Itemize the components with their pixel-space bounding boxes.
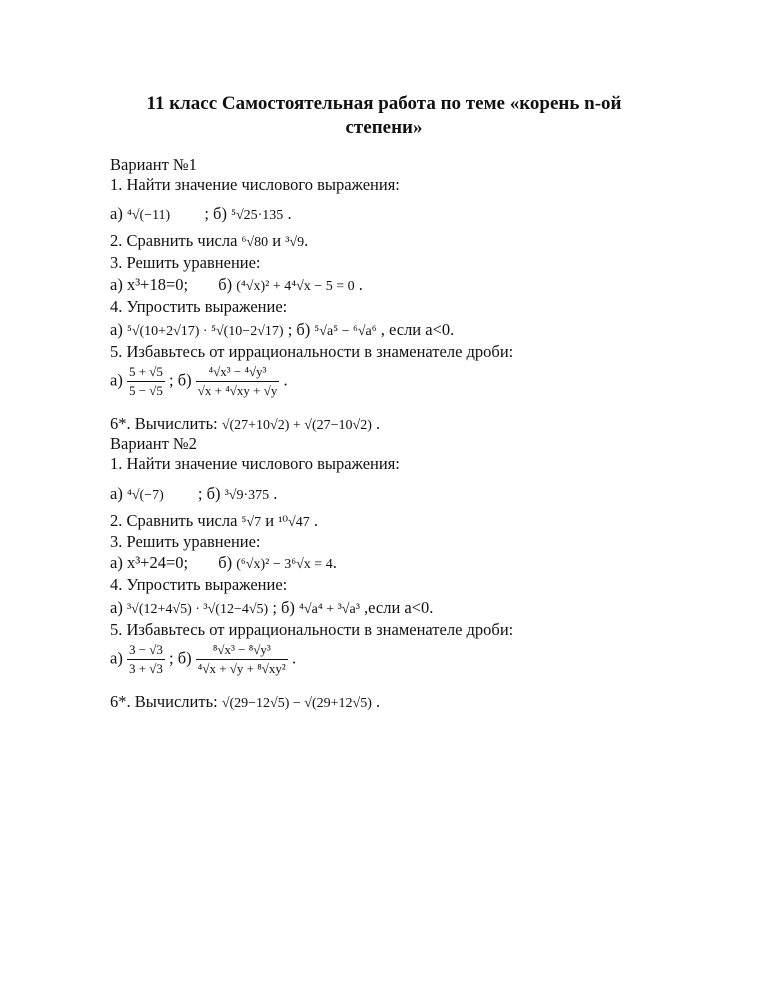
v2-task5-a-fraction bbox=[127, 642, 165, 677]
v2-task5-a-label: а) bbox=[110, 648, 123, 668]
v1-task4-b-expr: ⁵√a⁵ − ⁶√a⁶ bbox=[314, 324, 377, 339]
v2-task1-text: 1. Найти значение числового выражения: bbox=[110, 454, 400, 473]
v2-task5-a-denominator: 3 + √3 bbox=[128, 661, 163, 676]
v2-task1-row: а) ⁴√(−7) ; б) ³√9·375 . bbox=[110, 484, 278, 503]
v2-task3-row: а) x³+24=0; б) (⁶√x)² − 3⁶√x = 4. bbox=[110, 553, 337, 572]
v1-task1-a-expr: ⁴√(−11) bbox=[126, 208, 171, 223]
v1-task5-row: а) $\frac{5 + √5}{5 - √5}$ ; б) $\frac{\text{⁴√x³ − ⁴√y³}}{\text{√x + ⁴√xy + √y}}$ . bbox=[110, 364, 288, 398]
v2-task1-a-label: а) bbox=[110, 484, 123, 503]
v2-task4-row bbox=[110, 598, 433, 618]
v2-task2-expr1: ⁵√7 bbox=[241, 515, 262, 530]
v2-task5-b-fraction bbox=[196, 642, 288, 677]
v2-task5-b-label: ; б) bbox=[169, 648, 192, 668]
v1-task5-b-fraction bbox=[196, 364, 280, 399]
v1-task2-expr1: ⁶√80 bbox=[241, 235, 269, 250]
v2-task3-a-expr: x³+24=0; bbox=[126, 553, 189, 572]
v2-task5-b-numerator: ⁸√x³ − ⁸√y³ bbox=[196, 642, 288, 660]
v1-task3-a-expr: x³+18=0; bbox=[126, 275, 189, 294]
v1-task5-a-denominator: 5 − √5 bbox=[128, 383, 163, 398]
v1-task1-text: 1. Найти значение числового выражения: bbox=[110, 175, 400, 194]
v1-task6-row: 6*. Вычислить: √(27+10√2) + √(27−10√2) . bbox=[110, 414, 381, 433]
v2-task2-and: и bbox=[265, 511, 275, 530]
v1-task5-a-label: а) bbox=[110, 370, 123, 390]
variant-1-heading: Вариант №1 bbox=[110, 155, 197, 174]
page-title: 11 класс Самостоятельная работа по теме «корень n-ой степени» bbox=[146, 93, 622, 138]
v1-task4-row bbox=[110, 320, 454, 340]
v2-task4-b-label: ; б) bbox=[272, 598, 295, 617]
v2-task3-b-expr: (⁶√x)² − 3⁶√x = 4 bbox=[236, 557, 333, 572]
v1-task2-row: 2. Сравнить числа ⁶√80 и ³√9. bbox=[110, 231, 309, 250]
v2-task1-a-expr: ⁴√(−7) bbox=[126, 488, 164, 503]
v1-task3-text: 3. Решить уравнение: bbox=[110, 253, 261, 272]
v2-task5-a-numerator: 3 − √3 bbox=[127, 642, 165, 660]
v2-task1-b-label: ; б) bbox=[197, 484, 221, 503]
v2-task2-row: 2. Сравнить числа ⁵√7 и ¹⁰√47 . bbox=[110, 511, 318, 530]
v1-task5-b-denominator: √x + ⁴√xy + √y bbox=[197, 383, 278, 398]
v1-task4-a-expr: ⁵√(10+2√17) · ⁵√(10−2√17) bbox=[126, 324, 284, 339]
v2-task4-b-expr: ⁴√a⁴ + ³√a³ bbox=[299, 602, 360, 617]
v1-task2-text: 2. Сравнить числа bbox=[110, 231, 238, 250]
v1-task1-row: а) ⁴√(−11) ; б) ⁵√25·135 . bbox=[110, 204, 292, 223]
v1-task5-a-fraction bbox=[127, 364, 165, 399]
v1-task3-b-expr: (⁴√x)² + 4⁴√x − 5 = 0 bbox=[236, 279, 355, 294]
v1-task2-and: и bbox=[272, 231, 282, 250]
v2-task6-row: 6*. Вычислить: √(29−12√5) − √(29+12√5) . bbox=[110, 692, 381, 711]
v1-task5-text: 5. Избавьтесь от иррациональности в знаменателе дроби: bbox=[110, 342, 514, 361]
v1-task5-b-label: ; б) bbox=[169, 370, 192, 390]
v1-task1-a-label: а) bbox=[110, 204, 123, 223]
v2-task5-text: 5. Избавьтесь от иррациональности в знаменателе дроби: bbox=[110, 620, 514, 639]
v1-task4-condition: , если a<0. bbox=[380, 320, 455, 339]
v2-task3-text: 3. Решить уравнение: bbox=[110, 532, 261, 551]
v1-task5-b-numerator: ⁴√x³ − ⁴√y³ bbox=[196, 364, 280, 382]
v1-task1-b-label: ; б) bbox=[204, 204, 227, 223]
v2-task4-text: 4. Упростить выражение: bbox=[110, 575, 288, 594]
v2-task6-expr: √(29−12√5) − √(29+12√5) bbox=[221, 696, 372, 711]
v1-task6-text: 6*. Вычислить: bbox=[110, 414, 218, 433]
v1-task5-a-numerator: 5 + √5 bbox=[127, 364, 165, 382]
v1-task6-expr: √(27+10√2) + √(27−10√2) bbox=[221, 418, 372, 433]
v2-task4-condition: ,если a<0. bbox=[364, 598, 434, 617]
v2-task5-b-denominator: ⁴√x + √y + ⁸√xy² bbox=[197, 661, 286, 676]
v1-task4-a-label: а) bbox=[110, 320, 123, 339]
v1-task3-row: а) x³+18=0; б) (⁴√x)² + 4⁴√x − 5 = 0 . bbox=[110, 275, 363, 294]
v2-task1-b-expr: ³√9·375 bbox=[224, 488, 270, 503]
v2-task4-a-label: а) bbox=[110, 598, 123, 617]
v2-task5-row: а) $\frac{3 - √3}{3 + √3}$ ; б) $\frac{\text{⁸√x³ − ⁸√y³}}{\text{⁴√x + √y + ⁸√xy²}}$ . bbox=[110, 642, 297, 676]
v1-task3-a-label: а) bbox=[110, 275, 123, 294]
v2-task4-a-expr: ³√(12+4√5) · ³√(12−4√5) bbox=[126, 602, 269, 617]
v1-task4-b-label: ; б) bbox=[287, 320, 311, 339]
variant-2-heading: Вариант №2 bbox=[110, 434, 197, 453]
v1-task4-text: 4. Упростить выражение: bbox=[110, 297, 288, 316]
v1-task3-b-label: б) bbox=[218, 275, 233, 294]
v2-task3-b-label: б) bbox=[218, 553, 233, 572]
v1-task2-expr2: ³√9 bbox=[285, 235, 305, 250]
v2-task6-text: 6*. Вычислить: bbox=[110, 692, 218, 711]
v2-task2-text: 2. Сравнить числа bbox=[110, 511, 238, 530]
v2-task3-a-label: а) bbox=[110, 553, 123, 572]
v1-task1-b-expr: ⁵√25·135 bbox=[231, 208, 284, 223]
v2-task2-expr2: ¹⁰√47 bbox=[278, 515, 310, 530]
